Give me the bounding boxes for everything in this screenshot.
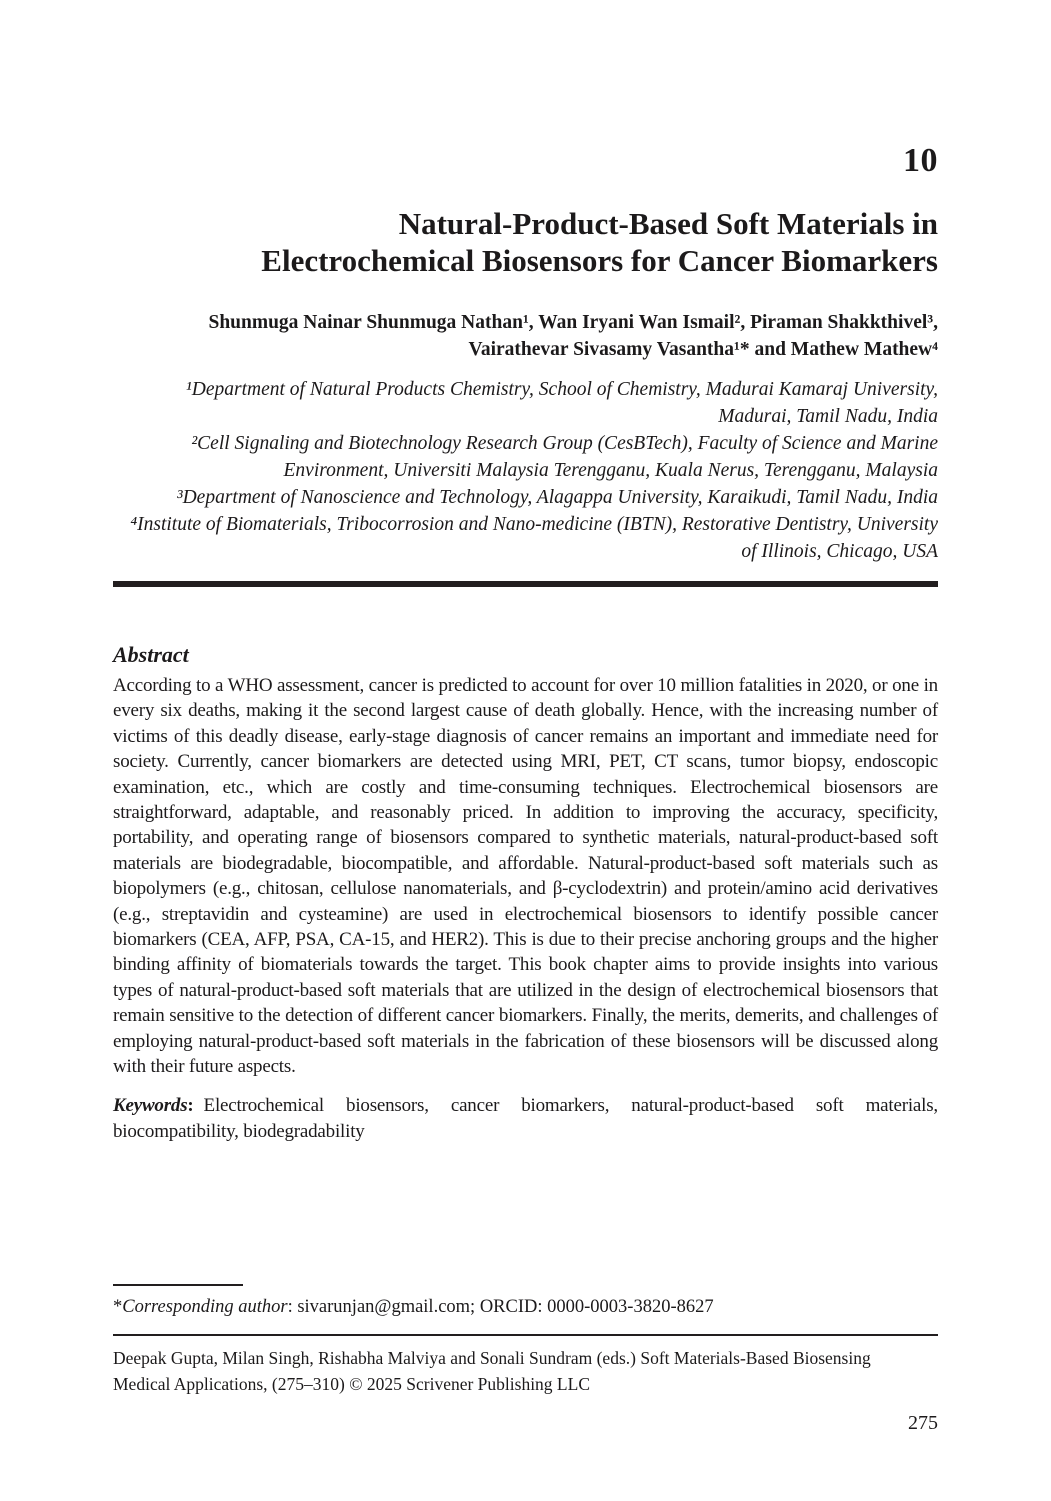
page-number: 275	[908, 1412, 938, 1434]
book-credit: Deepak Gupta, Milan Singh, Rishabha Malviya and Sonali Sundram (eds.) Soft Materials-Based Biosensing Medical Applications, (275–310) © 2025 Scrivener Publishing LLC	[113, 1348, 871, 1394]
affiliation-3: ³Department of Nanoscience and Technology, Alagappa University, Karaikudi, Tamil Nadu, India	[176, 487, 938, 508]
abstract-body: According to a WHO assessment, cancer is predicted to account for over 10 million fatalities in 2020, or one in every six deaths, making it the second largest cause of death globally. Hence, with the increasing number of victims of this deadly disease, early-stage diagnosis of cancer remains an important and immediate need for society. Currently, cancer biomarkers are detected using MRI, PET, CT scans, tumor biopsy, endoscopic examination, etc., which are costly and time-consuming techniques. Electrochemical biosensors are straightforward, adaptable, and reasonably priced. In addition to improving the accuracy, specificity, portability, and operating range of biosensors compared to synthetic materials, natural-product-based soft materials are biodegradable, biocompatible, and affordable. Natural-product-based soft materials such as biopolymers (e.g., chitosan, cellulose nanomaterials, and β-cyclodextrin) and protein/amino acid derivatives (e.g., streptavidin and cysteamine) are used in electrochemical biosensors to identify possible cancer biomarkers (CEA, AFP, PSA, CA-15, and HER2). This is due to their precise anchoring groups and the higher binding affinity of biomaterials towards the target. This book chapter aims to provide insights into various types of natural-product-based soft materials that are utilized in the design of electrochemical biosensors that remain sensitive to the detection of different cancer biomarkers. Finally, the merits, demerits, and challenges of employing natural-product-based soft materials in the fabrication of these biosensors will be discussed along with their future aspects.	[113, 675, 938, 1078]
corresponding-author-label: Corresponding author	[122, 1297, 288, 1317]
chapter-number: 10	[903, 142, 938, 179]
abstract-heading: Abstract	[113, 642, 189, 667]
keywords-line	[113, 1093, 938, 1145]
keywords-separator: :	[187, 1094, 194, 1116]
affiliation-2: ²Cell Signaling and Biotechnology Research Group (CesBTech), Faculty of Science and Marine Environment, Universiti Malaysia Terengganu, Kuala Nerus, Terengganu, Malaysia	[191, 433, 938, 481]
author-line-1: Shunmuga Nainar Shunmuga Nathan¹, Wan Iryani Wan Ismail², Piraman Shakkthivel³,	[208, 312, 938, 333]
affiliation-1: ¹Department of Natural Products Chemistry, School of Chemistry, Madurai Kamaraj University, Madurai, Tamil Nadu, India	[185, 379, 938, 427]
footnote-rule-short	[113, 1284, 243, 1286]
footnote-block	[113, 1284, 938, 1397]
corresponding-author-note	[113, 1295, 938, 1319]
author-line-2: Vairathevar Sivasamy Vasantha¹* and Mathew Mathew⁴	[468, 339, 938, 360]
credit-rule	[113, 1334, 938, 1336]
author-list	[113, 309, 938, 363]
page-content	[0, 144, 1051, 1145]
corresponding-author-contact: : sivarunjan@gmail.com; ORCID: 0000-0003-3820-8627	[287, 1297, 714, 1317]
chapter-title-line-1: Natural-Product-Based Soft Materials in	[398, 206, 938, 241]
keywords-text: Electrochemical biosensors, cancer biomarkers, natural-product-based soft materials, biocompatibility, biodegradability	[113, 1094, 938, 1142]
affiliation-4: ⁴Institute of Biomaterials, Tribocorrosion and Nano-medicine (IBTN), Restorative Dentistry, University of Illinois, Chicago, USA	[130, 514, 938, 562]
chapter-title-line-2: Electrochemical Biosensors for Cancer Biomarkers	[261, 243, 938, 278]
corresponding-author-asterisk: *	[113, 1297, 123, 1317]
affiliation-list	[113, 376, 938, 565]
section-divider-rule	[113, 581, 938, 587]
keywords-label: Keywords	[113, 1094, 188, 1116]
chapter-title	[113, 205, 938, 279]
abstract-section	[113, 642, 938, 1080]
